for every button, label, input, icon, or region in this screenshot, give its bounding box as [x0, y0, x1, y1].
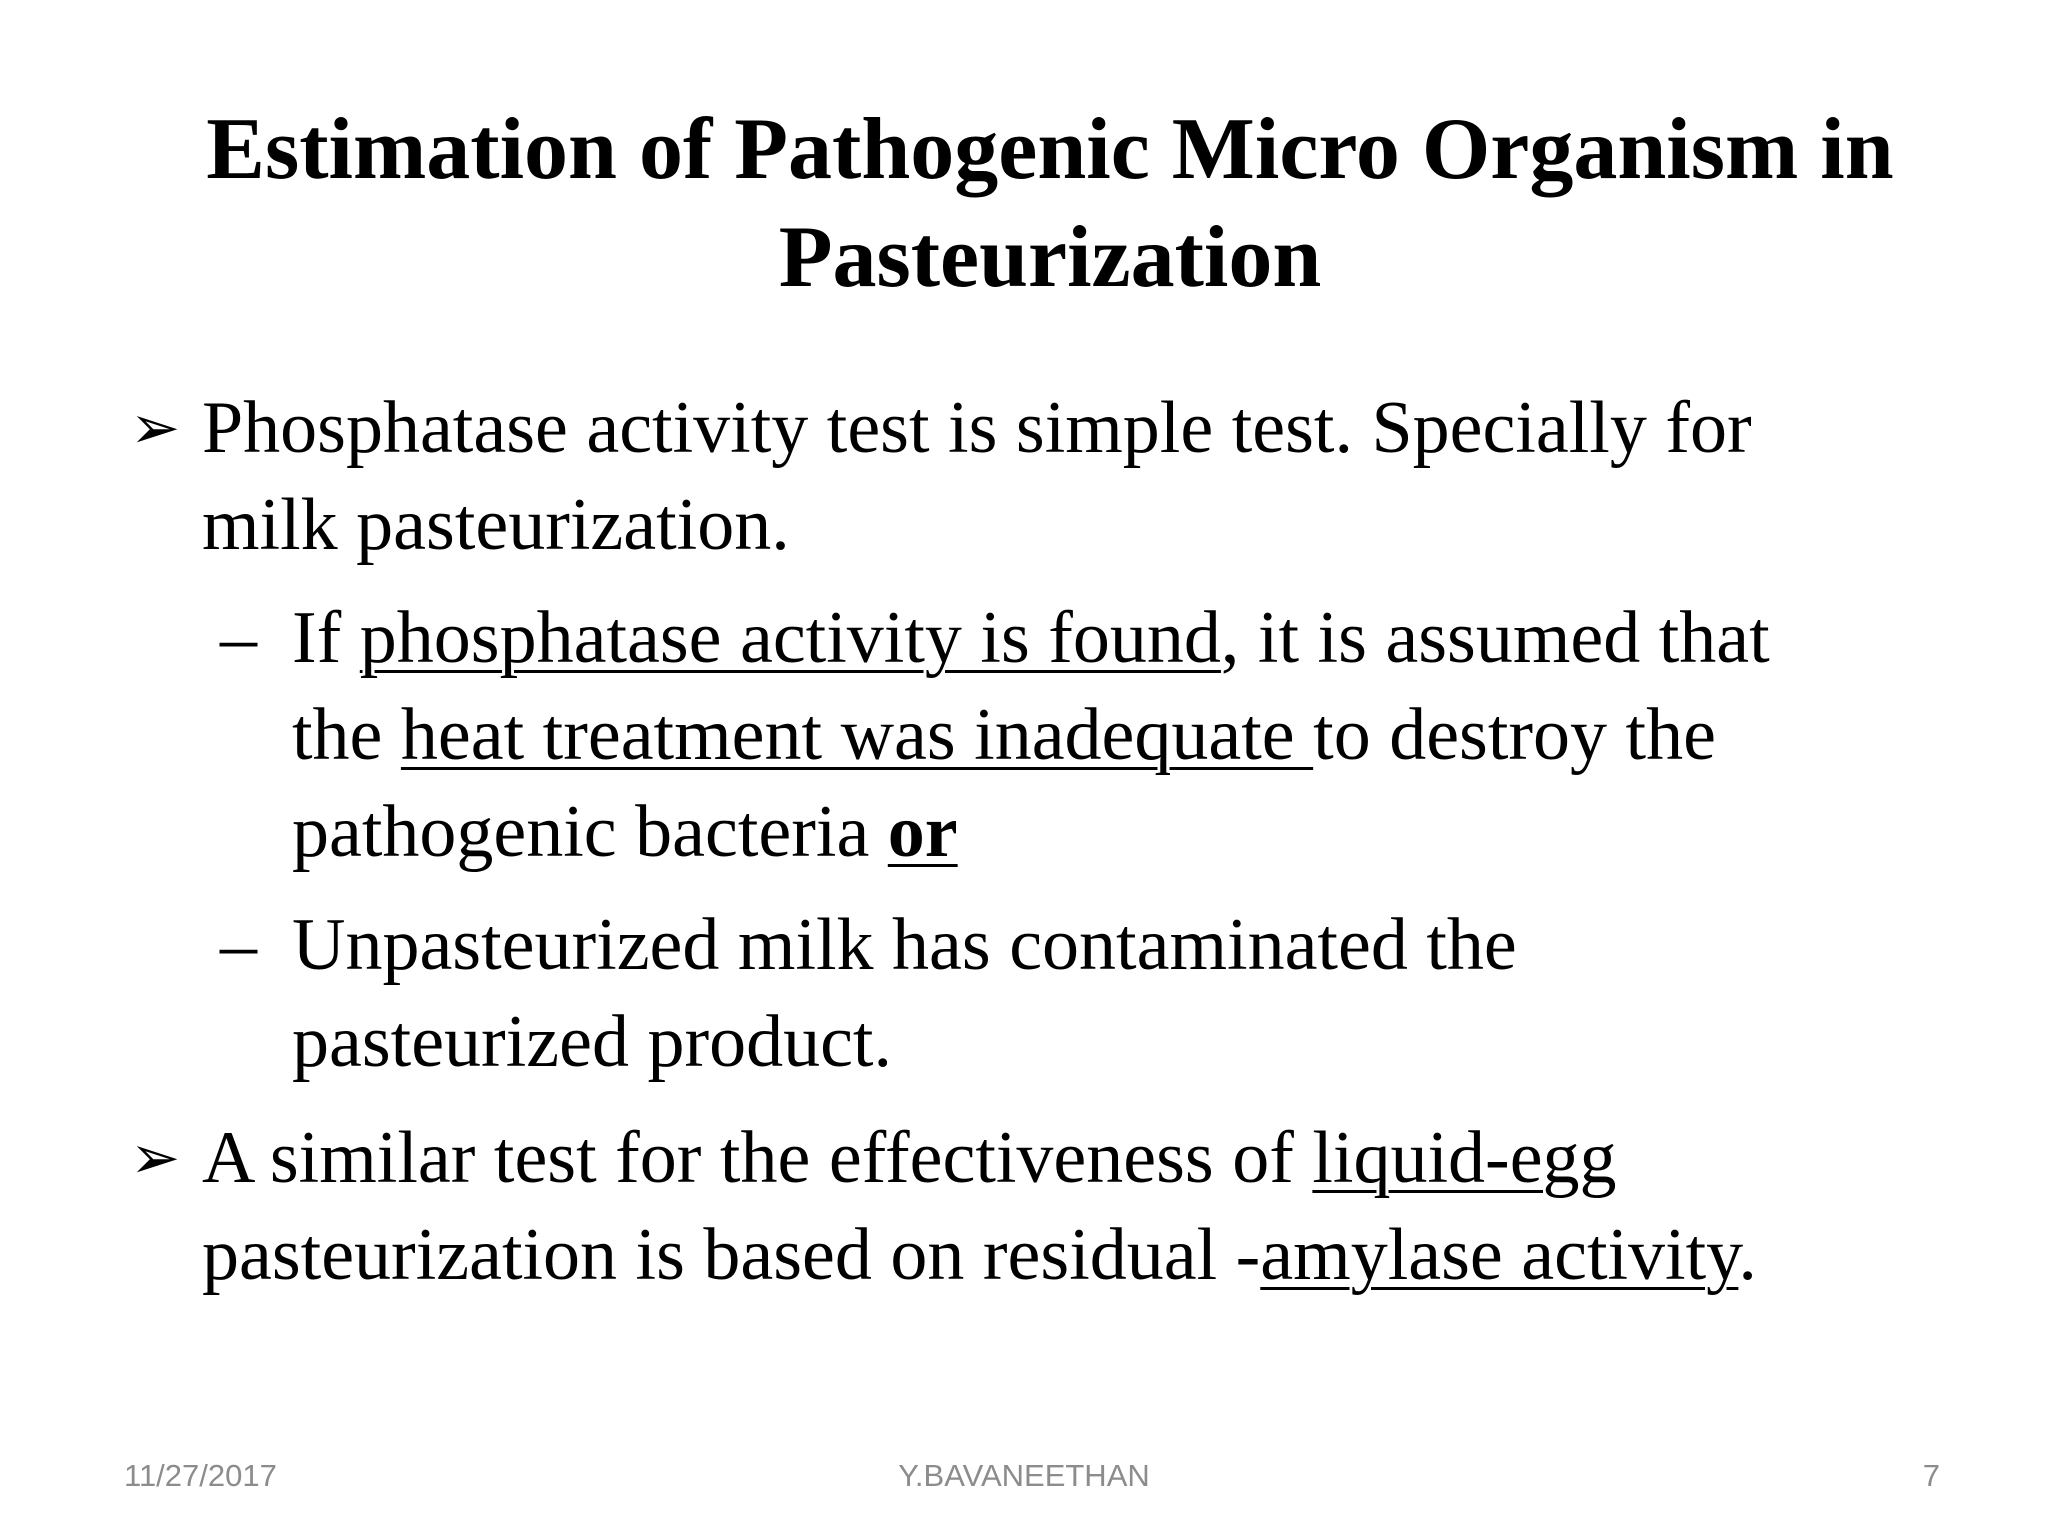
bullet-phosphatase — [130, 380, 1752, 574]
underlined-text: phosphatase activity is found — [359, 597, 1221, 679]
footer-page-number: 7 — [1922, 1458, 1940, 1493]
text-span: pathogenic bacteria — [292, 791, 888, 873]
footer-author: Y.BAVANEETHAN — [898, 1458, 1150, 1493]
text-span: the — [292, 694, 401, 776]
slide-title — [110, 96, 1990, 312]
footer-date: 11/27/2017 — [124, 1458, 277, 1493]
text-span: If — [292, 597, 360, 679]
text-span: A similar test for the effectiveness of — [202, 1117, 1313, 1199]
bullet-text-line: milk pasteurization. — [202, 484, 790, 566]
title-line-1: Estimation of Pathogenic Micro Organism in — [206, 101, 1894, 198]
dash-bullet-icon: – — [220, 904, 257, 986]
arrow-bullet-icon: ➢ — [130, 393, 181, 463]
text-span: to destroy the — [1313, 694, 1716, 776]
bold-underlined-text: or — [887, 791, 958, 873]
sub-bullet-unpasteurized — [220, 897, 1517, 1091]
text-span: pasteurization is based on residual - — [202, 1214, 1261, 1296]
sub-bullet-line — [292, 784, 1770, 881]
bullet-liquid-egg — [130, 1110, 1757, 1304]
text-span: . — [1738, 1214, 1757, 1296]
underlined-text: heat treatment was inadequate — [400, 694, 1314, 776]
sub-bullet-activity-found — [220, 590, 1770, 881]
sub-bullet-line: pasteurized product. — [292, 1001, 892, 1083]
underlined-text: liquid-egg — [1312, 1117, 1617, 1199]
bullet-text-line — [202, 1110, 1757, 1207]
sub-bullet-line: Unpasteurized milk has contaminated the — [292, 904, 1517, 986]
sub-bullet-line — [292, 590, 1770, 687]
title-line-2: Pasteurization — [778, 209, 1322, 306]
dash-bullet-icon: – — [220, 597, 257, 679]
arrow-bullet-icon: ➢ — [130, 1123, 181, 1193]
bullet-text-line — [202, 1207, 1757, 1304]
bullet-text-line: Phosphatase activity test is simple test. Specially for — [202, 387, 1752, 469]
sub-bullet-line — [292, 687, 1770, 784]
text-span: , it is assumed that — [1220, 597, 1770, 679]
underlined-text: amylase activity — [1260, 1214, 1739, 1296]
